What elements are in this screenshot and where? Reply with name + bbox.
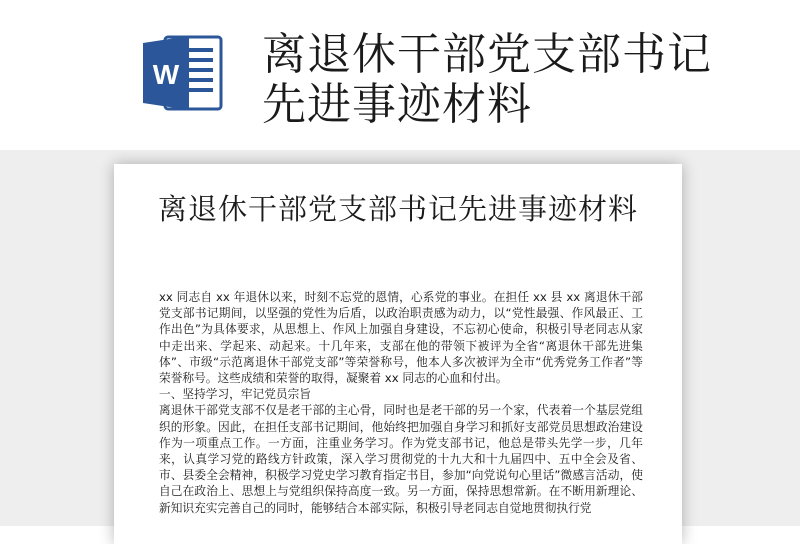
- section-heading: 一、坚持学习，牢记党员宗旨: [159, 387, 311, 402]
- word-icon-graphic: [143, 34, 223, 112]
- header: [0, 0, 800, 150]
- word-icon: [143, 34, 223, 112]
- page-title: 离退休干部党支部书记先进事迹材料: [262, 29, 712, 130]
- document-page: [114, 164, 682, 544]
- intro-paragraph: xx 同志自 xx 年退休以来，时刻不忘党的恩情，心系党的事业。在担任 xx 县 xx 离退休干部党支部书记期间，以坚强的党性为后盾，以政治职责感为动力，以“党性最强、作风最正、工作出色”为具体要求，从思想上、作风上加强自身建设，不忘初心使命，积极引导老同志从家中走出来、学起来、动起来。十几年来，支部在他的带领下被评为全省“离退休干部先进集体”、市级“示范离退休干部党支部”等荣誉称号，他本人多次被评为全市“优秀党务工作者”等荣誉称号。这些成绩和荣誉的取得，凝聚着 xx 同志的心血和付出。: [159, 290, 643, 386]
- word-icon-letter: W: [152, 59, 180, 90]
- body-paragraph: 离退休干部党支部不仅是老干部的主心骨，同时也是老干部的另一个家，代表着一个基层党组织的形象。因此，在担任支部书记期间，他始终把加强自身学习和抓好支部党员思想政治建设作为一项重点工作。一方面，注重业务学习。作为党支部书记，他总是带头先学一步，几年来，认真学习党的路线方针政策，深入学习贯彻党的十九大和十九届四中、五中全会及省、市、县委全会精神，积极学习党史学习教育指定书目，参加“向党说句心里话”微感言活动，使自己在政治上、思想上与党组织保持高度一致。另一方面，保持思想常新。在不断用新理论、新知识充实完善自己的同时，能够结合本部实际，积极引导老同志自觉地贯彻执行党: [159, 403, 643, 515]
- document-title: 离退休干部党支部书记先进事迹材料: [157, 192, 638, 226]
- document-body: [159, 289, 643, 516]
